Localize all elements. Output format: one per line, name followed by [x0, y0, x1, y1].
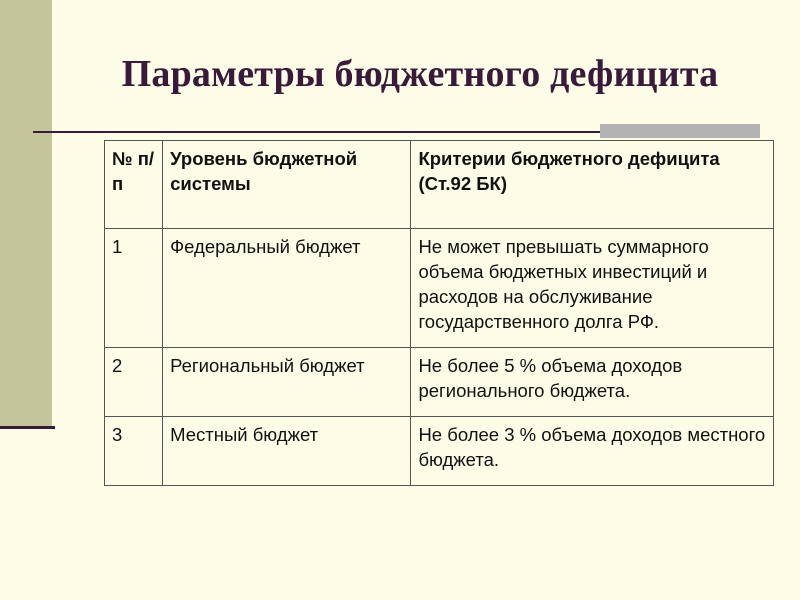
row-number: 2: [105, 348, 163, 417]
decorative-side-line: [0, 426, 55, 429]
slide-title: Параметры бюджетного дефицита: [121, 53, 719, 95]
row-number: 3: [105, 417, 163, 486]
table-header-row: [105, 141, 774, 229]
header-deficit-criteria: Критерии бюджетного дефицита (Ст.92 БК): [411, 141, 774, 229]
title-underline-accent: [600, 124, 760, 138]
row-deficit-criteria: Не может превышать суммарного объема бюджетных инвестиций и расходов на обслуживание государственного долга РФ.: [411, 229, 774, 348]
table-row: [105, 417, 774, 486]
budget-deficit-table: [104, 140, 774, 486]
table-row: [105, 229, 774, 348]
row-budget-level: Местный бюджет: [163, 417, 411, 486]
header-budget-level: Уровень бюджетной системы: [163, 141, 411, 229]
header-number: № п/п: [105, 141, 163, 229]
row-budget-level: Региональный бюджет: [163, 348, 411, 417]
table-row: [105, 348, 774, 417]
row-budget-level: Федеральный бюджет: [163, 229, 411, 348]
row-deficit-criteria: Не более 3 % объема доходов местного бюджета.: [411, 417, 774, 486]
row-number: 1: [105, 229, 163, 348]
row-deficit-criteria: Не более 5 % объема доходов регионального бюджета.: [411, 348, 774, 417]
